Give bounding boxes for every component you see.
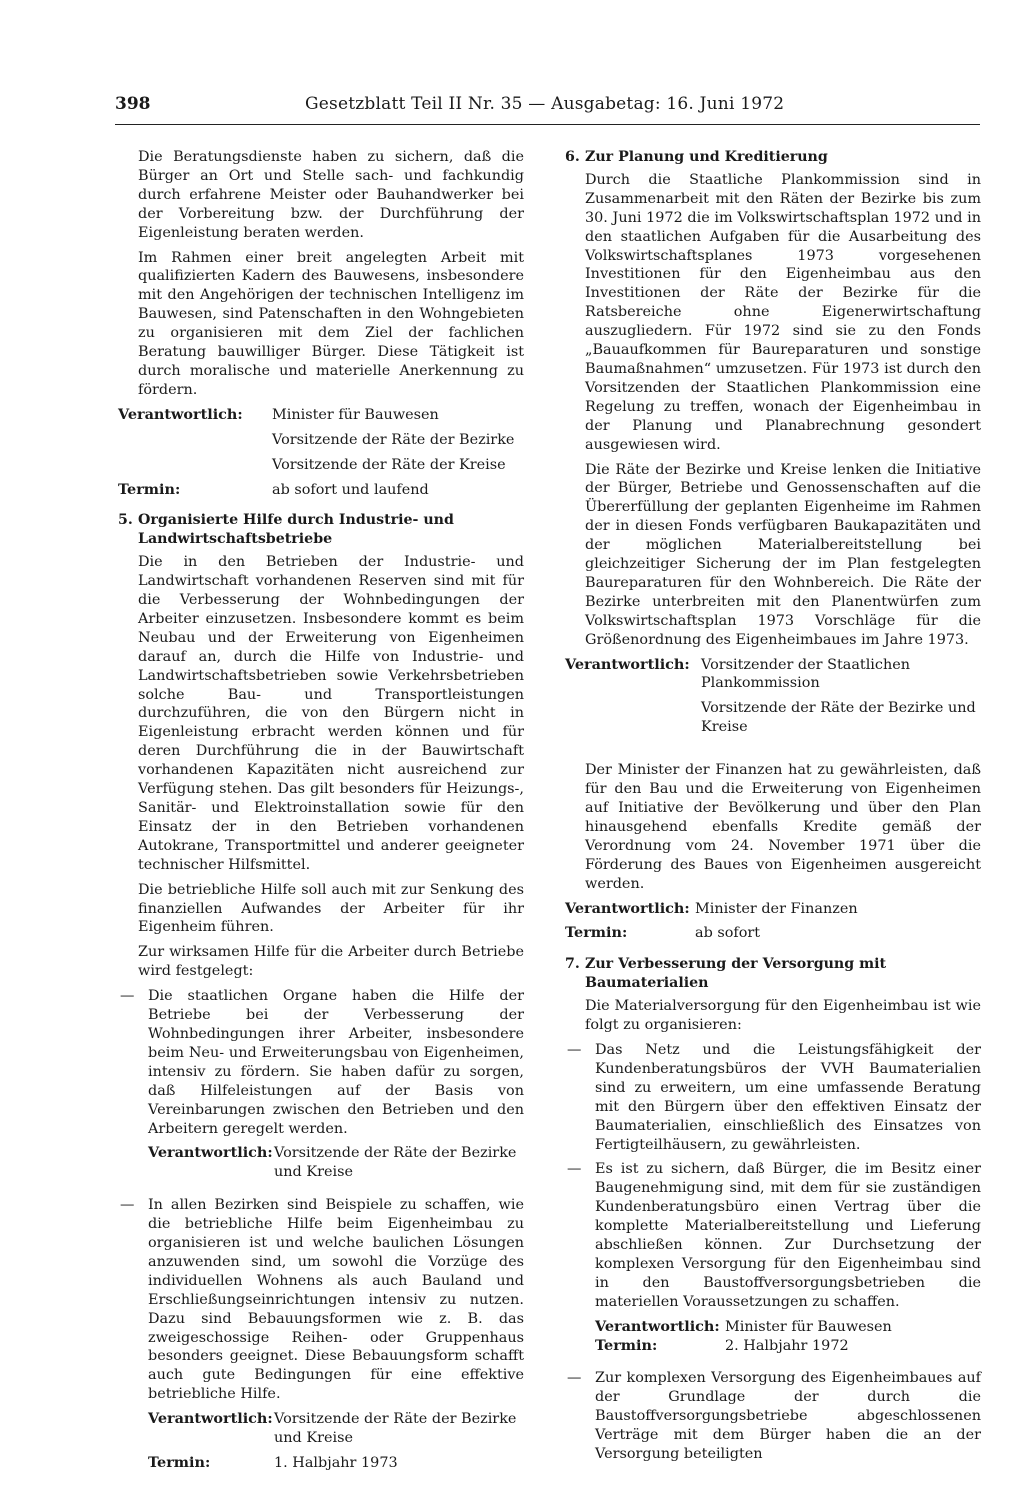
responsibility-block bbox=[118, 406, 524, 500]
term-value: ab sofort bbox=[695, 925, 761, 942]
list-item bbox=[565, 1369, 981, 1464]
list-item bbox=[118, 987, 524, 1138]
term-label: Termin: bbox=[595, 1336, 658, 1354]
paragraph: Die Beratungsdienste haben zu sichern, daß die Bürger an Ort und Stelle sach- und fachkundig durch erfahrene Meister oder Bauhandwerker bei der Vorbereitung bzw. der Durchführung der Eigenleistung beraten werden. bbox=[138, 149, 524, 241]
responsible-label: Verantwortlich: bbox=[595, 1317, 720, 1335]
term-label: Termin: bbox=[148, 1454, 211, 1471]
responsible-value: Vorsitzende der Räte der Bezirke und Kreise bbox=[701, 700, 976, 736]
section-number: 5. bbox=[118, 512, 133, 529]
responsible-label: Verantwortlich: bbox=[118, 405, 243, 423]
responsible-value: Vorsitzende der Räte der Bezirke bbox=[274, 1145, 517, 1162]
dash-marker: — bbox=[567, 1161, 582, 1178]
responsible-value: und Kreise bbox=[274, 1164, 353, 1181]
dash-marker: — bbox=[120, 1197, 135, 1214]
responsible-label: Verantwortlich: bbox=[565, 899, 690, 917]
responsible-label: Verantwortlich: bbox=[565, 655, 690, 673]
responsible-value: Vorsitzende der Räte der Kreise bbox=[272, 456, 506, 473]
list-item bbox=[565, 1160, 981, 1311]
responsible-value: und Kreise bbox=[274, 1430, 353, 1447]
section-number: 7. bbox=[565, 956, 580, 973]
responsibility-block bbox=[565, 656, 981, 738]
paragraph: Die in den Betrieben der Industrie- und Landwirtschaft vorhandenen Reserven sind mit für die Verbesserung der Wohnbedingungen der Arbeiter einzusetzen. Insbesondere kommt es beim Neubau und der Erweiterung von Eigenheimen darauf an, durch die Hilfe von Industrie- und Landwirtschaftsbetrieben sowie Verkehrsbetrieben solche Bau- und Transportleistungen durchzuführen, die von den Bürgern nicht in Eigenleistung erbracht werden können und für deren Durchführung die in der Bauwirtschaft vorhandenen Kapazitäten nicht ausreichend zur Verfügung stehen. Das gilt besonders für Heizungs-, Sanitär- und Elektroinstallation sowie für den Einsatz der in den Betrieben vorhandenen Autokrane, Transportmittel und anderer geeigneter technischer Hilfsmittel. bbox=[138, 554, 524, 873]
dash-marker: — bbox=[567, 1370, 582, 1387]
running-title: Gesetzblatt Teil II Nr. 35 — Ausgabetag: 16. Juni 1972 bbox=[305, 94, 785, 114]
list-item-text: In allen Bezirken sind Beispiele zu schaffen, wie die betriebliche Hilfe beim Eigenheimbau zu organisieren ist und welche baulichen Lösungen anzuwenden sind, um sowohl die Vorzüge des individuellen Wohnens als auch Bauland und Erschließungseinrichtungen intensiv zu nutzen. Dazu sind Bebauungsformen wie z. B. das zweigeschossige Reihen- oder Gruppenhaus besonders geeignet. Diese Bebauungsform schafft auch gute Bedingungen für eine effektive betriebliche Hilfe. bbox=[148, 1197, 524, 1403]
page-header bbox=[115, 94, 980, 125]
responsible-label: Verantwortlich: bbox=[148, 1144, 273, 1162]
section-title: Organisierte Hilfe durch Industrie- und Landwirtschaftsbetriebe bbox=[138, 512, 454, 548]
section-title: Zur Verbesserung der Versorgung mit Baumaterialien bbox=[585, 956, 887, 992]
list-item-text: Zur komplexen Versorgung des Eigenheimbaues auf der Grundlage der durch die Baustoffversorgungsbetriebe abgeschlossenen Verträge mit dem Bürger haben die an der Versorgung beteiligten bbox=[595, 1370, 981, 1463]
responsibility-block bbox=[565, 900, 981, 944]
paragraph: Die betriebliche Hilfe soll auch mit zur Senkung des finanziellen Aufwandes der Arbeiter für ihr Eigenheim führen. bbox=[138, 881, 524, 936]
paragraph: Durch die Staatliche Plankommission sind in Zusammenarbeit mit den Räten der Bezirke bis zum 30. Juni 1972 die im Volkswirtschaftsplan 1972 und in den staatlichen Aufgaben für die Ausarbeitung des Volkswirtschaftsplanes 1973 vorgesehenen Investitionen für den Eigenheimbau aus den Investitionen der Räte der Bezirke für die Ratsbereiche ohne Eigenerwirtschaftung auszugliedern. Für 1972 sind sie zu den Fonds „Bauaufkommen für Baureparaturen und sonstige Baumaßnahmen“ umzusetzen. Für 1973 ist durch den Vorsitzenden der Staatlichen Plankommission eine Regelung zu treffen, wonach der Eigenheimbau in der Planung und Planabrechnung gesondert ausgewiesen wird. bbox=[585, 171, 981, 453]
responsibility-block bbox=[148, 1144, 524, 1182]
paragraph: Die Räte der Bezirke und Kreise lenken die Initiative der Bürger, Betriebe und Genossenschaften auf die Übererfüllung der geplanten Eigenheime im Rahmen der in diesen Fonds verfügbaren Baukapazitäten und der möglichen Materialbereitstellung bei gleichzeitiger Sicherung der im Plan festgelegten Baureparaturen für den Wohnbereich. Die Räte der Bezirke unterbreiten mit den Planentwürfen zum Volkswirtschaftsplan 1973 Vorschläge für die Größenordnung des Eigenheimbaues im Jahre 1973. bbox=[585, 461, 981, 648]
page-number: 398 bbox=[115, 94, 151, 114]
list-item-text: Es ist zu sichern, daß Bürger, die im Besitz einer Baugenehmigung sind, mit dem für sie zuständigen Kundenberatungsbüro einen Vertrag über die komplette Materialbereitstellung und Lieferung abschließen können. Zur Durchsetzung der komplexen Versorgung für den Eigenheimbau sind in den Baustoffversorgungsbetrieben die materiellen Voraussetzungen zu schaffen. bbox=[595, 1161, 981, 1310]
term-value: 2. Halbjahr 1972 bbox=[725, 1337, 849, 1354]
section-number: 6. bbox=[565, 149, 580, 165]
list-item-text: Das Netz und die Leistungsfähigkeit der Kundenberatungsbüros der VVH Baumaterialien sind zu erweitern, um eine umfassende Beratung mit den Bürgern über den effektiven Einsatz der Baumaterialien, einschließlich des Einsatzes von Fertigteilhäusern, zu gewährleisten. bbox=[595, 1041, 981, 1153]
left-column bbox=[118, 148, 524, 1481]
term-value: 1. Halbjahr 1973 bbox=[274, 1455, 398, 1471]
list-item bbox=[565, 1041, 981, 1154]
dash-marker: — bbox=[567, 1041, 582, 1058]
term-label: Termin: bbox=[565, 924, 628, 942]
responsible-value: Minister für Bauwesen bbox=[272, 406, 439, 423]
responsible-value: Vorsitzende der Räte der Bezirke bbox=[272, 431, 515, 448]
section-heading bbox=[565, 148, 981, 167]
list-item bbox=[118, 1196, 524, 1404]
dash-marker: — bbox=[120, 988, 135, 1005]
responsible-value: Minister für Bauwesen bbox=[725, 1318, 892, 1335]
responsibility-block bbox=[595, 1318, 981, 1356]
section-title: Zur Planung und Kreditierung bbox=[585, 149, 828, 165]
term-value: ab sofort und laufend bbox=[272, 481, 429, 498]
responsibility-block bbox=[148, 1410, 524, 1473]
paragraph: Zur wirksamen Hilfe für die Arbeiter durch Betriebe wird festgelegt: bbox=[138, 944, 524, 980]
paragraph: Die Materialversorgung für den Eigenheimbau ist wie folgt zu organisieren: bbox=[585, 998, 981, 1034]
right-column bbox=[565, 148, 981, 1470]
paragraph: Der Minister der Finanzen hat zu gewährleisten, daß für den Bau und die Erweiterung von Eigenheimen auf Initiative der Bevölkerung und über den Plan hinausgehend ebenfalls Kredite gemäß der Verordnung vom 24. November 1971 über die Förderung des Baues von Eigenheimen ausgereicht werden. bbox=[585, 762, 981, 892]
paragraph: Im Rahmen einer breit angelegten Arbeit mit qualifizierten Kadern des Bauwesens, insbesondere mit den Angehörigen der technischen Intelligenz im Bauwesen, sind Patenschaften in den Wohngebieten zu organisieren mit dem Ziel der fachlichen Beratung bauwilliger Bürger. Diese Tätigkeit ist durch moralische und materielle Anerkennung zu fördern. bbox=[138, 249, 524, 398]
responsible-label: Verantwortlich: bbox=[148, 1410, 273, 1428]
section-heading bbox=[118, 511, 524, 549]
responsible-value: Vorsitzender der Staatlichen Plankommission bbox=[701, 656, 911, 692]
term-label: Termin: bbox=[118, 480, 181, 498]
responsible-value: Vorsitzende der Räte der Bezirke bbox=[274, 1411, 517, 1428]
section-heading bbox=[565, 955, 981, 993]
list-item-text: Die staatlichen Organe haben die Hilfe der Betriebe bei der Verbesserung der Wohnbedingungen ihrer Arbeiter, insbesondere beim Neu- und Erweiterungsbau von Eigenheimen, intensiv zu fördern. Sie haben dafür zu sorgen, daß Hilfeleistungen auf der Basis von Vereinbarungen zwischen den Betrieben und den Arbeitern geregelt werden. bbox=[148, 988, 524, 1137]
responsible-value: Minister der Finanzen bbox=[695, 900, 858, 917]
